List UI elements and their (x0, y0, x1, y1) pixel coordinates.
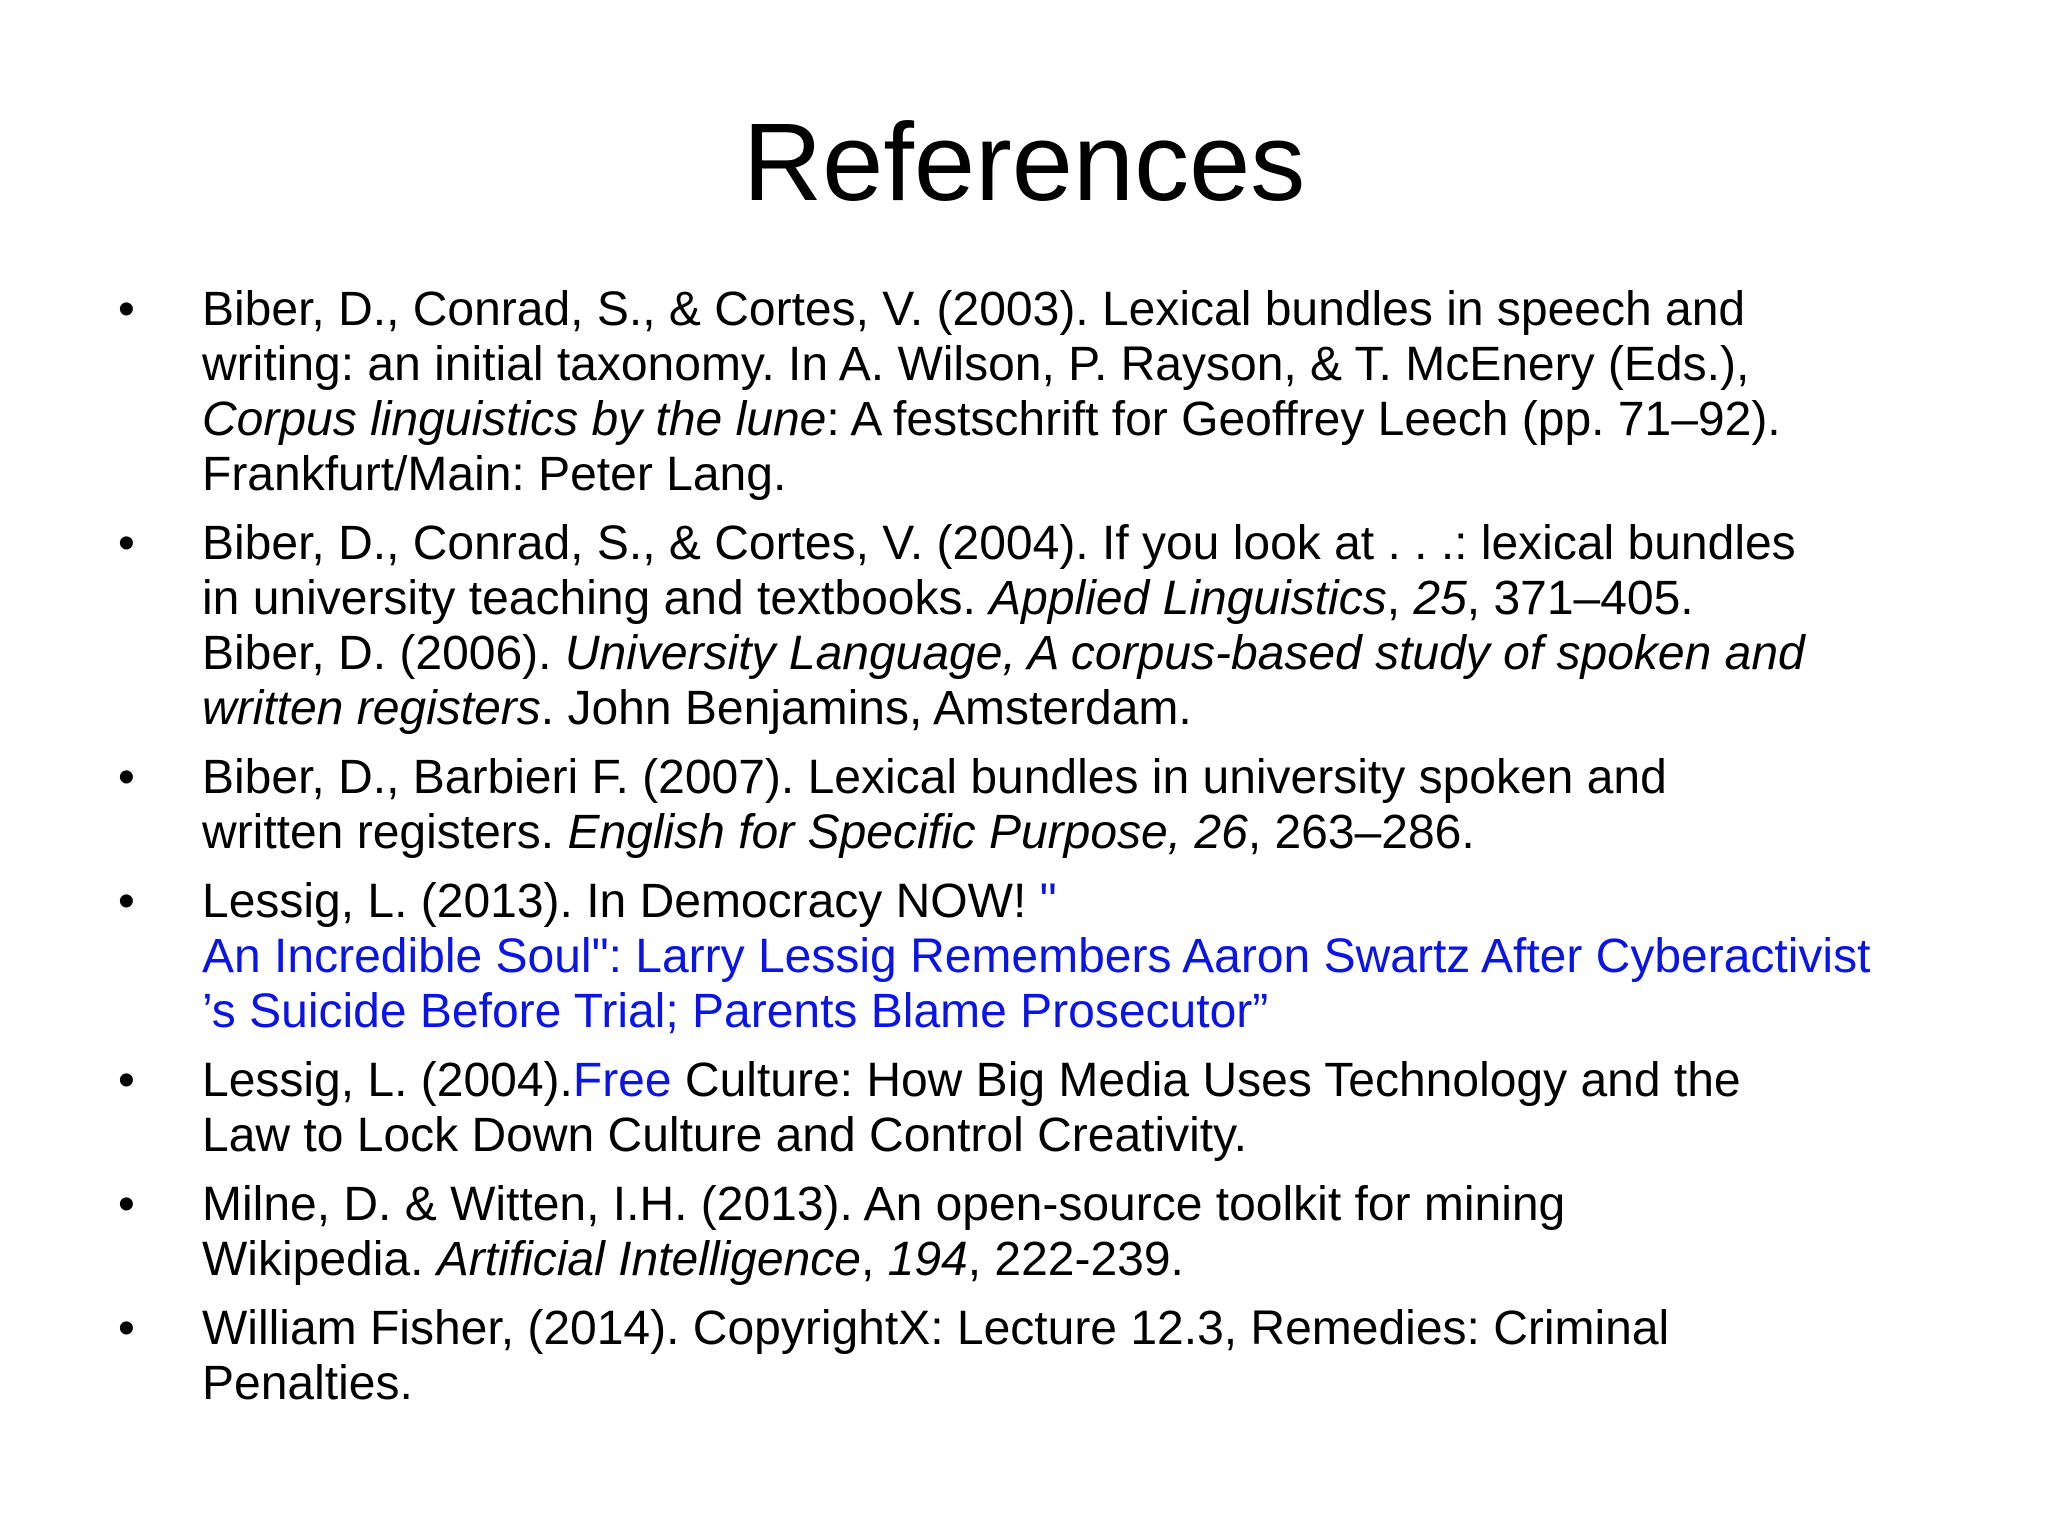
bullet-icon: • (118, 283, 135, 336)
reference-line (202, 1108, 2018, 1163)
reference-line (202, 1301, 2018, 1356)
reference-line (202, 392, 2018, 447)
reference-line (202, 282, 2018, 337)
reference-text: Culture: How Big Media Uses Technology and the (671, 1054, 1741, 1107)
reference-item-biber-2003 (118, 282, 2018, 502)
reference-journal-italic: Applied Linguistics (989, 572, 1387, 625)
reference-line (202, 1232, 2018, 1287)
reference-text: Biber, D., Conrad, S., & Cortes, V. (2003). Lexical bundles in speech and (202, 283, 1746, 336)
reference-text: , 371–405. (1466, 572, 1694, 625)
reference-title-italic: Corpus linguistics by the lune (202, 393, 827, 446)
bullet-icon: • (118, 751, 135, 804)
bullet-icon: • (118, 1178, 135, 1231)
reference-line (202, 874, 2018, 929)
bullet-icon: • (118, 1302, 135, 1355)
reference-title-italic: written registers (202, 682, 541, 735)
reference-text: , (860, 1233, 888, 1286)
reference-text: in university teaching and textbooks. (202, 572, 990, 625)
reference-text: Law to Lock Down Culture and Control Creativity. (202, 1109, 1247, 1162)
reference-text: Penalties. (202, 1357, 413, 1410)
reference-text: Lessig, L. (2004). (202, 1054, 573, 1107)
bullet-icon: • (118, 517, 135, 570)
reference-volume-italic: 194 (887, 1233, 968, 1286)
reference-text: Lessig, L. (2013). In Democracy NOW! (202, 875, 1040, 928)
reference-item-biber-2007 (118, 750, 2018, 860)
reference-line (202, 626, 2018, 681)
reference-text: Biber, D. (2006). (202, 627, 565, 680)
reference-text: . John Benjamins, Amsterdam. (540, 682, 1192, 735)
reference-line (202, 805, 2018, 860)
reference-text: , (1386, 572, 1414, 625)
reference-item-lessig-2013 (118, 874, 2018, 1039)
reference-line (202, 337, 2018, 392)
reference-line (202, 447, 2018, 502)
reference-journal-italic: Artificial Intelligence (436, 1233, 861, 1286)
reference-text: : A festschrift for Geoffrey Leech (pp. 71–92). (826, 393, 1781, 446)
reference-text: Wikipedia. (202, 1233, 437, 1286)
reference-title-italic: University Language, A corpus-based study of spoken and (564, 627, 1805, 680)
reference-text: , 263–286. (1247, 806, 1475, 859)
reference-link[interactable]: " (1039, 875, 1057, 928)
reference-line (202, 1356, 2018, 1411)
reference-text: William Fisher, (2014). CopyrightX: Lecture 12.3, Remedies: Criminal (202, 1302, 1670, 1355)
reference-list (118, 282, 2018, 1425)
reference-link-free[interactable]: Free (572, 1054, 672, 1107)
slide-title: References (742, 101, 1306, 224)
bullet-icon: • (118, 1054, 135, 1107)
reference-journal-italic: English for Specific Purpose, 26 (567, 806, 1248, 859)
reference-line (202, 681, 2018, 736)
reference-link[interactable]: ’s Suicide Before Trial; Parents Blame Prosecutor” (202, 985, 1269, 1038)
reference-line (202, 516, 2018, 571)
reference-line (202, 1053, 2018, 1108)
bullet-icon: • (118, 875, 135, 928)
reference-text: Frankfurt/Main: Peter Lang. (202, 448, 787, 501)
reference-text: , 222-239. (967, 1233, 1184, 1286)
reference-text: writing: an initial taxonomy. In A. Wilson, P. Rayson, & T. McEnery (Eds.), (202, 338, 1750, 391)
reference-text: Biber, D., Barbieri F. (2007). Lexical bundles in university spoken and (202, 751, 1667, 804)
reference-text: Biber, D., Conrad, S., & Cortes, V. (2004). If you look at . . .: lexical bundles (202, 517, 1796, 570)
reference-volume-italic: 25 (1413, 572, 1467, 625)
reference-line (202, 750, 2018, 805)
reference-text: written registers. (202, 806, 568, 859)
reference-line (202, 571, 2018, 626)
reference-item-milne-2013 (118, 1177, 2018, 1287)
reference-item-biber-2004 (118, 516, 2018, 736)
reference-line (202, 1177, 2018, 1232)
reference-link[interactable]: An Incredible Soul": Larry Lessig Remembers Aaron Swartz After Cyberactivist (202, 930, 1871, 983)
reference-text: Milne, D. & Witten, I.H. (2013). An open-source toolkit for mining (202, 1178, 1566, 1231)
reference-item-lessig-2004 (118, 1053, 2018, 1163)
reference-item-fisher-2014 (118, 1301, 2018, 1411)
